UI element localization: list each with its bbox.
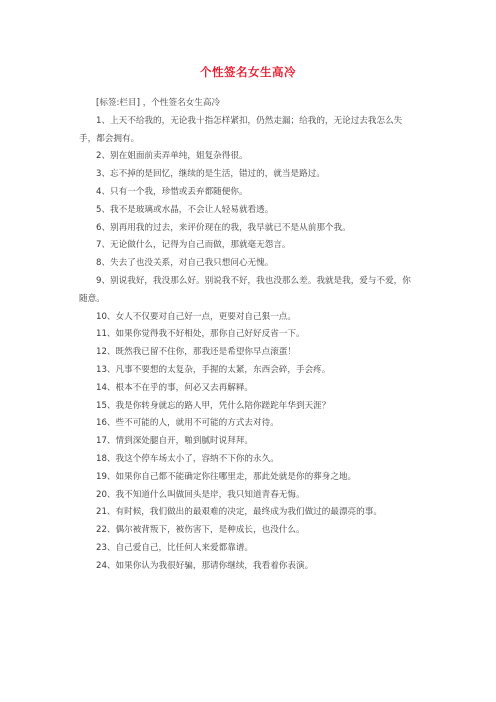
document-body [79,95,419,576]
list-item: 4、只有一个我，珍惜或丢弃都随便你。 [96,186,248,197]
list-item: 3、忘不掉的是回忆，继续的是生活，错过的，就当是路过。 [96,169,325,180]
list-item: 15、我是你转身就忘的路人甲，凭什么陪你蹉跎年华到天涯？ [96,400,331,411]
list-item: 17、情到深处腿自开，啪到腻时说拜拜。 [96,436,254,447]
list-item: 22、偶尔被背叛下，被伤害下，是种成长，也没什么。 [96,525,305,536]
list-item: 24、如果你认为我很好骗，那请你继续，我看着你表演。 [96,560,314,571]
list-item: 2、别在姐面前卖弄单纯，姐复杂得很。 [96,151,248,162]
list-item: 14、根本不在乎的事，何必又去再解释。 [96,382,254,393]
list-item: 13、凡事不要想的太复杂，手握的太紧，东西会碎，手会疼。 [96,364,331,375]
list-item: 19、如果你自己都不能确定你往哪里走，那此处就是你的葬身之地。 [96,471,357,482]
list-item: 16、些不可能的人，就用不可能的方式去对待。 [96,418,279,429]
list-item: 6、别再用我的过去，来评价现在的我，我早就已不是从前那个我。 [96,222,351,233]
list-item: 7、无论做什么，记得为自己而做，那就毫无怨言。 [96,240,291,251]
list-item: 8、失去了也没关系，对自己我只想问心无愧。 [96,258,274,269]
list-item: 10、女人不仅要对自己好一点，更要对自己狠一点。 [96,311,296,322]
list-item: 11、如果你觉得我不好相处，那你自己好好反省一下。 [96,329,305,340]
list-item: 5、我不是玻璃或水晶，不会让人轻易就看透。 [96,204,274,215]
list-item: 12、既然我已留不住你，那我还是希望你早点滚蛋！ [96,347,296,358]
document-title: 个性签名女生高冷 [200,65,296,79]
list-item: 1、上天不给我的，无论我十指怎样紧扣，仍然走漏；给我的，无论过去我怎么失手，都会拥有。 [79,115,403,144]
list-item: 21、有时候，我们做出的最艰难的决定，最终成为我们做过的最漂亮的事。 [96,507,382,518]
list-item: 9、别说我好，我没那么好。别说我不好，我也没那么差。我就是我，爱与不爱，你随意。 [79,275,411,304]
list-item: 18、我这个停车场太小了，容纳不下你的永久。 [96,453,279,464]
list-item: 23、自己爱自己，比任何人来爱都靠谱。 [96,542,254,553]
list-item: 20、我不知道什么叫做回头是岸，我只知道青春无悔。 [96,489,305,500]
intro-paragraph: [标签:栏目] ，个性签名女生高冷 [96,98,221,108]
